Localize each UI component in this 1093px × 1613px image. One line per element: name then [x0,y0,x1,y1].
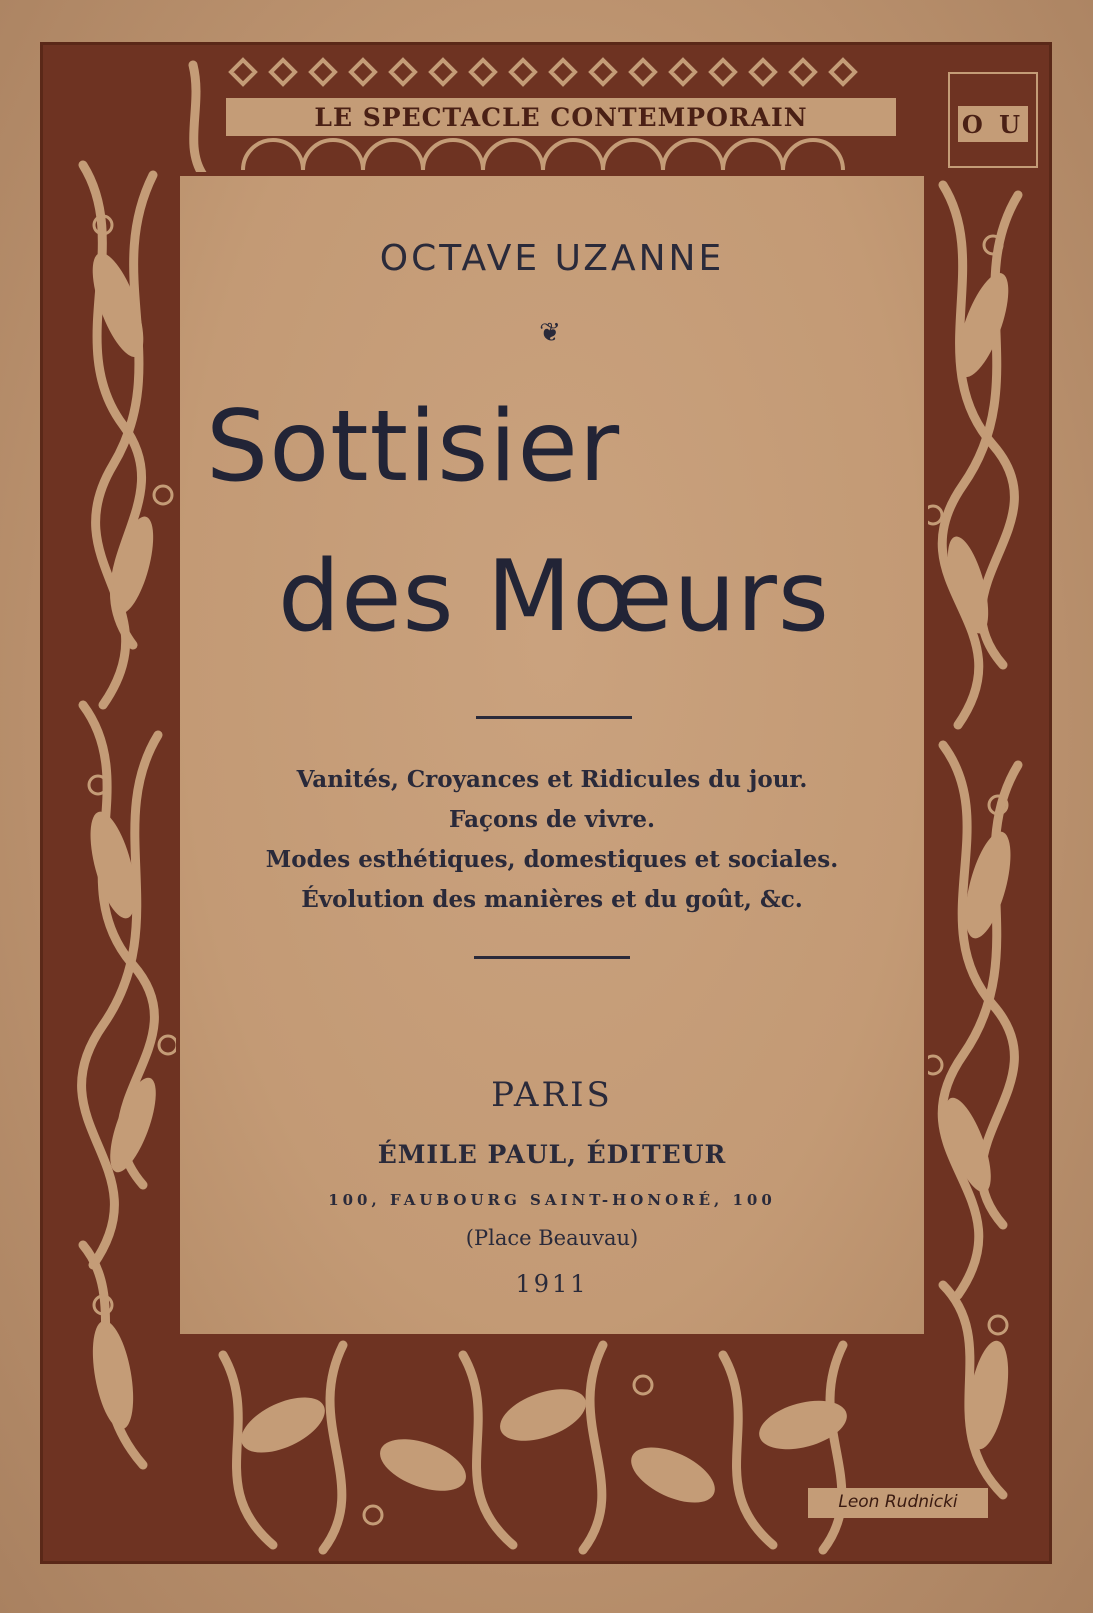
title-line-1: Sottisier [206,390,621,504]
title-line-2: des Mœurs [278,540,830,654]
imprint-year: 1911 [515,1270,589,1298]
subtitle-line: Façons de vivre. [449,806,655,833]
author-name: OCTAVE UZANNE [379,238,725,279]
imprint-place: (Place Beauvau) [465,1226,639,1250]
imprint-publisher: ÉMILE PAUL, ÉDITEUR [377,1140,727,1169]
subtitle-line: Vanités, Croyances et Ridicules du jour. [296,766,808,793]
illustrator-signature: Leon Rudnicki [808,1488,988,1518]
monogram: O U [958,106,1028,142]
divider-bottom [474,956,630,959]
imprint-city: PARIS [491,1075,613,1115]
series-title: LE SPECTACLE CONTEMPORAIN [226,98,896,136]
fleuron-ornament: ❦ [539,318,561,348]
subtitle-line: Évolution des manières et du goût, &c. [301,886,803,913]
subtitle-line: Modes esthétiques, domestiques et sociales. [265,846,839,873]
imprint-address: 100, FAUBOURG SAINT-HONORÉ, 100 [328,1191,776,1209]
divider-top [476,716,632,719]
subtitle [176,760,928,920]
